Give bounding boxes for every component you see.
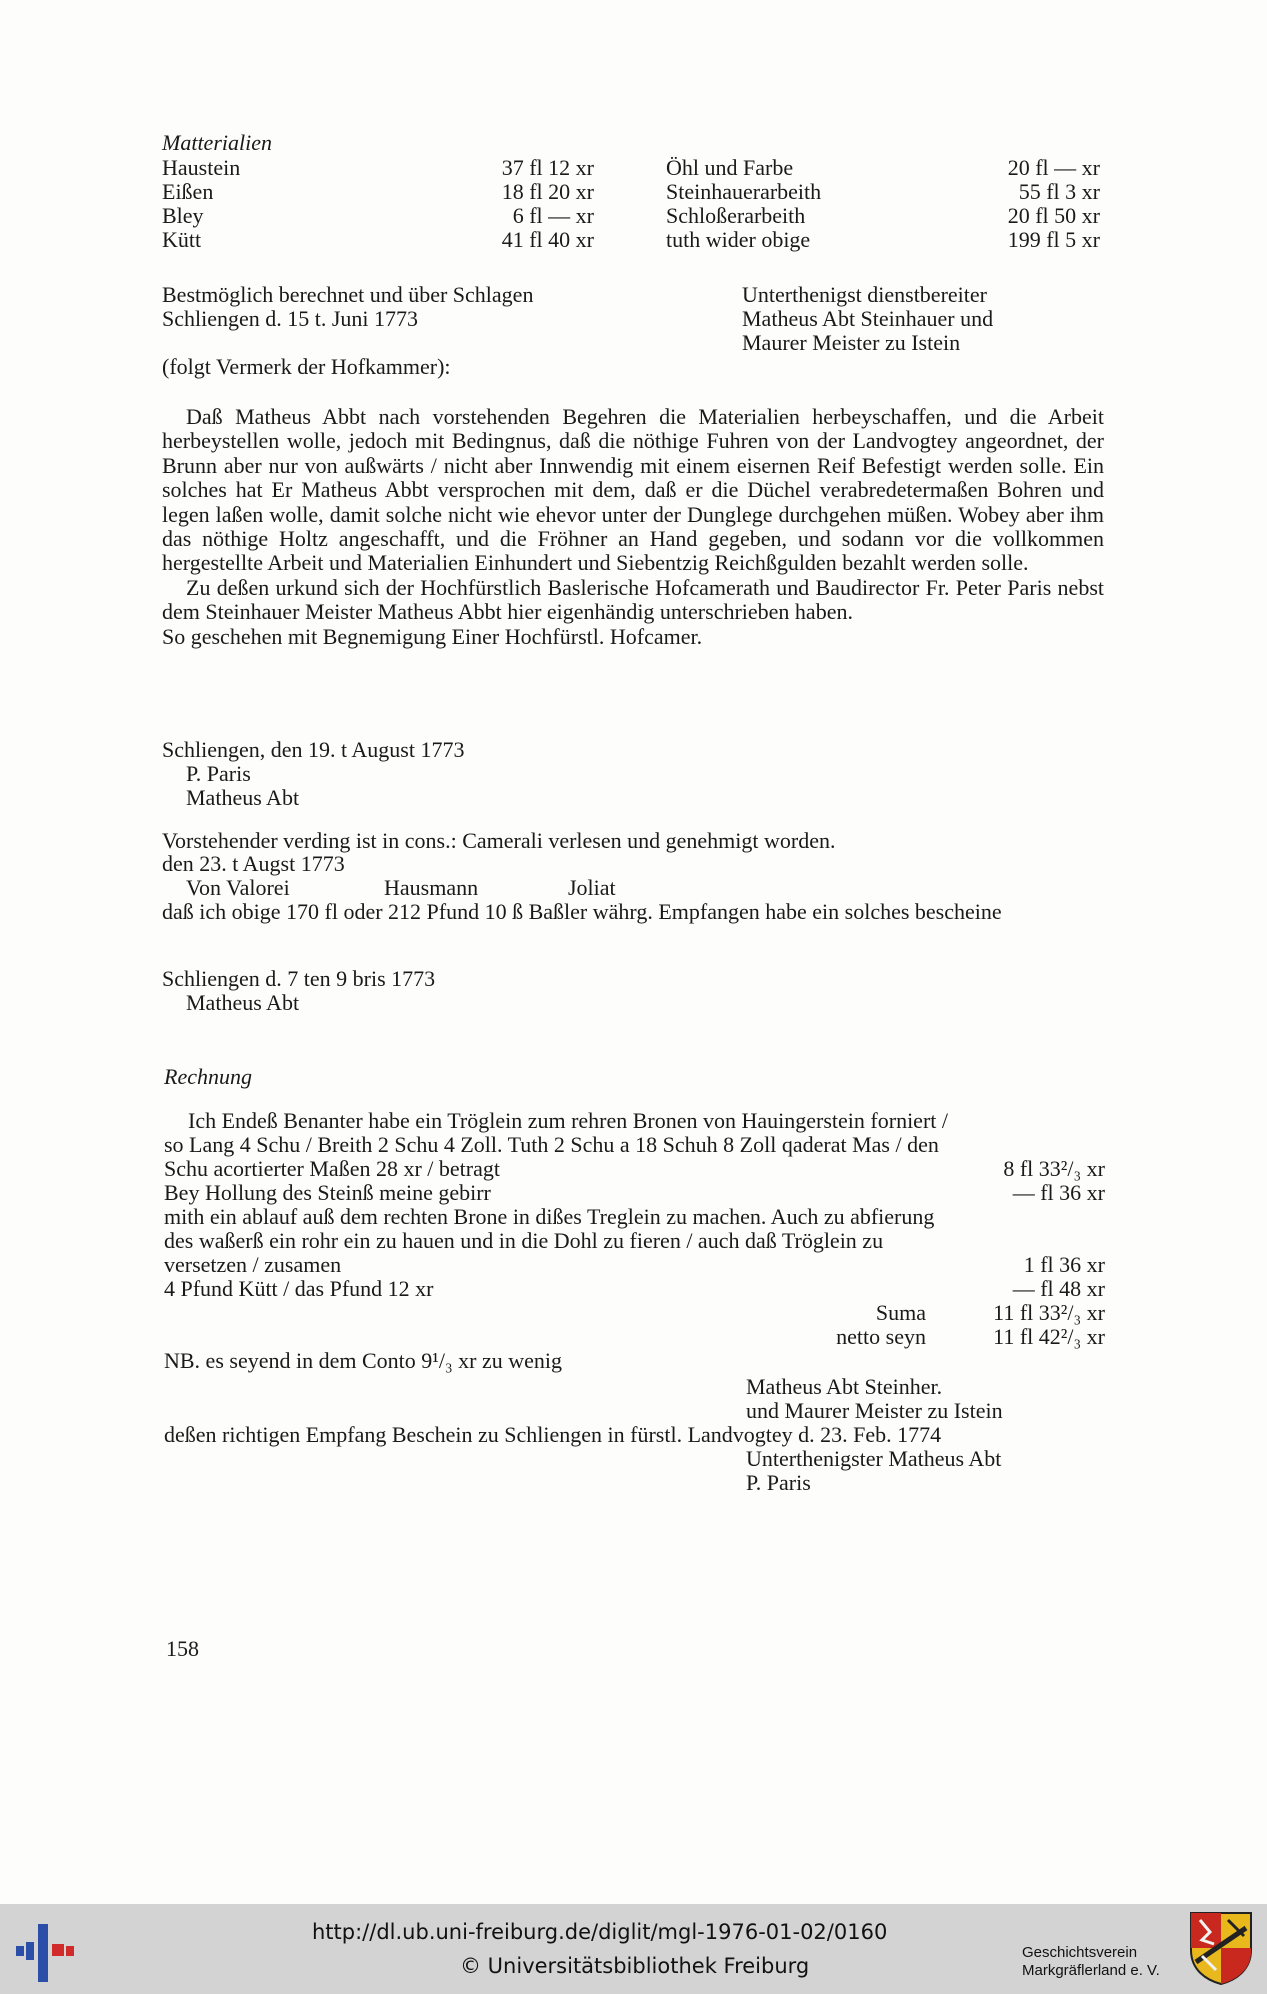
place-date: Schliengen d. 7 ten 9 bris 1773 <box>162 966 436 991</box>
material-name: Öhl und Farbe <box>666 155 794 180</box>
rechnung-amount: 1 fl 36 xr <box>1023 1252 1105 1277</box>
signature-name: Matheus Abt <box>186 785 300 810</box>
approval-receipt <box>162 900 1104 924</box>
rechnung-line: 4 Pfund Kütt / das Pfund 12 xr <box>164 1276 434 1301</box>
paragraph: daß ich obige 170 fl oder 212 Pfund 10 ß Baßler währg. Empfangen habe ein solches bescheine <box>162 899 1002 924</box>
signature-line: und Maurer Meister zu Istein <box>746 1398 1003 1423</box>
document-url-link[interactable]: http://dl.ub.uni-freiburg.de/diglit/mgl-1976-01-02/0160 <box>312 1920 888 1944</box>
material-amount: 20 fl 50 xr <box>1007 203 1100 228</box>
signature-name: Joliat <box>568 875 616 900</box>
footer-bar <box>0 1904 1267 1994</box>
material-name: Kütt <box>162 227 202 252</box>
estimate-line: Schliengen d. 15 t. Juni 1773 <box>162 306 419 331</box>
signature-name: Matheus Abt <box>186 990 300 1015</box>
coat-of-arms-icon <box>1188 1910 1254 1986</box>
material-name: Eißen <box>162 179 214 204</box>
signature-line: Unterthenigst dienstbereiter <box>742 282 987 307</box>
signature-line: Matheus Abt Steinhauer und <box>742 306 994 331</box>
vermerk-note: (folgt Vermerk der Hofkammer): <box>162 354 451 379</box>
copyright-text: © Universitätsbibliothek Freiburg <box>460 1954 810 1978</box>
signature-name: P. Paris <box>186 761 251 786</box>
netto-label: netto seyn <box>836 1324 926 1349</box>
materialien-heading: Matterialien <box>162 130 272 155</box>
estimate-line: Bestmöglich berechnet und über Schlagen <box>162 282 534 307</box>
rechnung-amount: 8 fl 33²/₃ xr <box>1003 1156 1105 1181</box>
rechnung-line: Ich Endeß Benanter habe ein Tröglein zum rehren Bronen von Hauingerstein forniert / <box>188 1108 948 1133</box>
page-number: 158 <box>166 1636 199 1661</box>
material-name: Schloßerarbeith <box>666 203 806 228</box>
rechnung-amount: — fl 36 xr <box>1012 1180 1105 1205</box>
material-amount: 55 fl 3 xr <box>1018 179 1100 204</box>
paragraph: Daß Matheus Abbt nach vorstehenden Begehren die Materialien herbeyschaffen, und die Arbeit herbeystellen wolle, jedoch mit Bedingnus, daß die nöthige Fuhren von der Landvogtey angeordnet, der Brunn aber nur von außwärts / nicht aber Innwendig mit einem eisernen Reif Befestigt werden solle. Ein solches hat Er Matheus Abbt versprochen mit dem, daß er die Düchel verabredetermaßen Bohren und legen laßen wolle, damit solche nicht wie ehevor unter der Dunglege durchgehen müßen. Wobey aber ihm das nöthige Holtz angeschafft, und die Fröhner an Hand gegeben, und sodann vor die vollkommen hergestellte Arbeit und Materialien Einhundert und Siebentzig Reichßgulden bezahlt werden solle. <box>162 404 1104 576</box>
society-name-line: Geschichtsverein <box>1022 1944 1138 1961</box>
material-name: Steinhauerarbeith <box>666 179 822 204</box>
rechnung-line: so Lang 4 Schu / Breith 2 Schu 4 Zoll. Tuth 2 Schu a 18 Schuh 8 Zoll qaderat Mas / den <box>164 1132 939 1157</box>
signature-line: Unterthenigster Matheus Abt <box>746 1446 1002 1471</box>
material-amount: 6 fl — xr <box>512 203 594 228</box>
receipt-line: deßen richtigen Empfang Beschein zu Schliengen in fürstl. Landvogtey d. 23. Feb. 1774 <box>164 1422 942 1447</box>
paragraph: Zu deßen urkund sich der Hochfürstlich Baslerische Hofcamerath und Baudirector Fr. Peter Paris nebst dem Steinhauer Meister Matheus Abbt hier eigenhändig unterschrieben haben. <box>162 574 1104 625</box>
rechnung-line: Schu acortierter Maßen 28 xr / betragt <box>164 1156 500 1181</box>
signature-name: Von Valorei <box>186 875 290 900</box>
material-amount: 41 fl 40 xr <box>501 227 594 252</box>
rechnung-line: des waßerß ein rohr ein zu hauen und in die Dohl zu fieren / auch daß Tröglein zu <box>164 1228 884 1253</box>
approval-date: den 23. t Augst 1773 <box>162 851 345 876</box>
material-name: tuth wider obige <box>666 227 811 252</box>
place-date: Schliengen, den 19. t August 1773 <box>162 737 465 762</box>
rechnung-line: versetzen / zusamen <box>164 1252 342 1277</box>
rechnung-line: Bey Hollung des Steinß meine gebirr <box>164 1180 491 1205</box>
suma-label: Suma <box>875 1300 926 1325</box>
paragraph: So geschehen mit Begnemigung Einer Hochfürstl. Hofcamer. <box>162 623 703 649</box>
material-name: Bley <box>162 203 204 228</box>
rechnung-amount: — fl 48 xr <box>1012 1276 1105 1301</box>
netto-amount: 11 fl 42²/₃ xr <box>993 1324 1105 1349</box>
rechnung-line: mith ein ablauf auß dem rechten Brone in dißes Treglein zu machen. Auch zu abfierung <box>164 1204 935 1229</box>
signature-line: P. Paris <box>746 1470 811 1495</box>
material-amount: 20 fl — xr <box>1007 155 1100 180</box>
signature-line: Maurer Meister zu Istein <box>742 330 961 355</box>
society-name-line: Markgräflerland e. V. <box>1022 1962 1160 1979</box>
suma-amount: 11 fl 33²/₃ xr <box>993 1300 1105 1325</box>
material-amount: 37 fl 12 xr <box>501 155 594 180</box>
approval-line: Vorstehender verding ist in cons.: Camerali verlesen und genehmigt worden. <box>162 828 836 853</box>
material-amount: 18 fl 20 xr <box>501 179 594 204</box>
signature-name: Hausmann <box>384 875 479 900</box>
rechnung-heading: Rechnung <box>164 1064 252 1089</box>
material-name: Haustein <box>162 155 241 180</box>
signature-line: Matheus Abt Steinher. <box>746 1374 943 1399</box>
vermerk-text <box>162 405 1104 649</box>
material-amount: 199 fl 5 xr <box>1007 227 1100 252</box>
university-library-logo-icon <box>10 1914 80 1986</box>
nb-note: NB. es seyend in dem Conto 9¹/₃ xr zu wenig <box>164 1348 562 1373</box>
